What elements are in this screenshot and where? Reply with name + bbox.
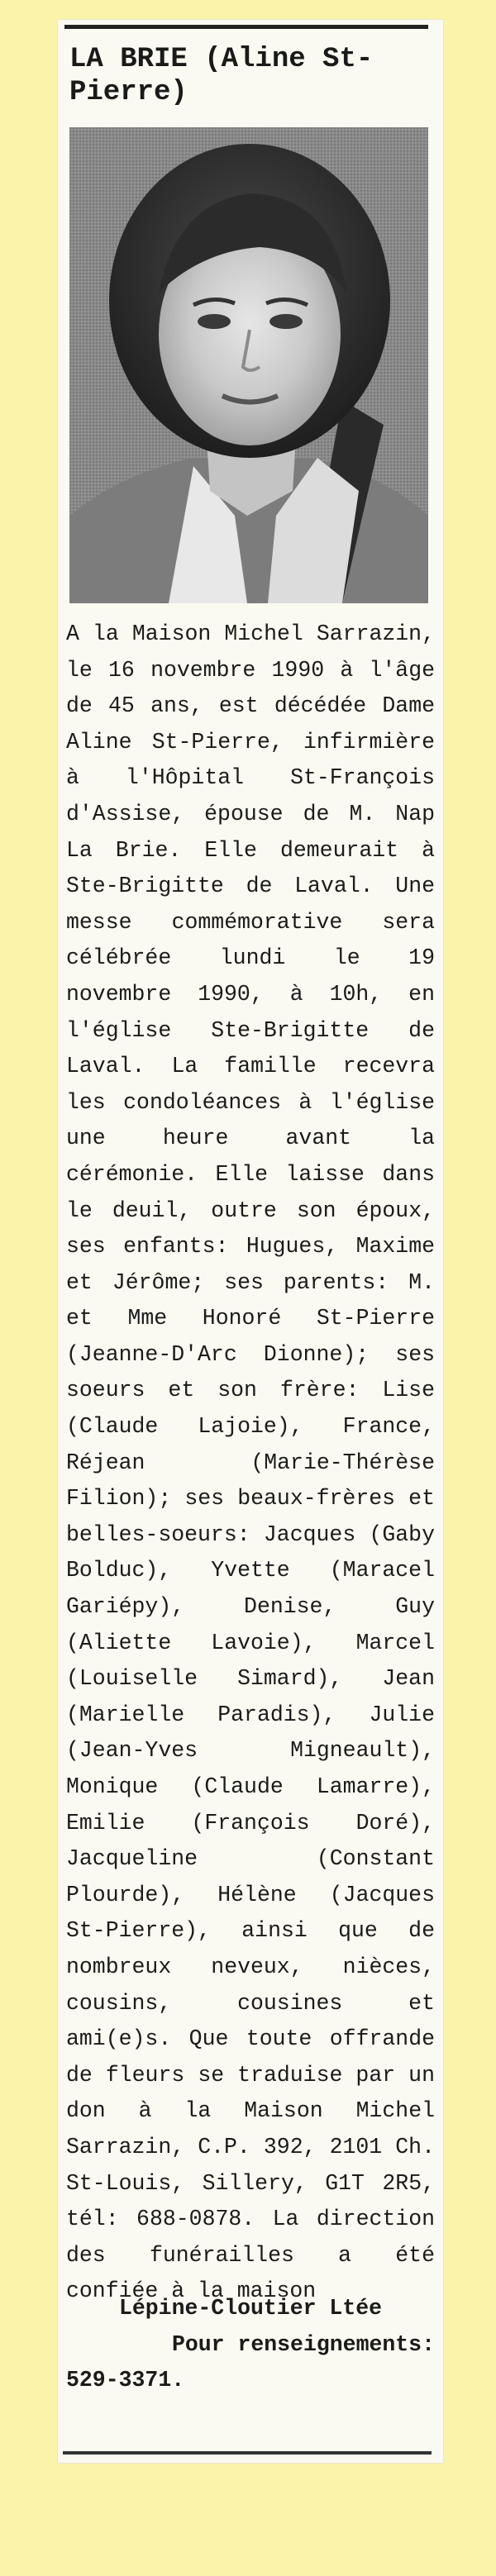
obituary-footer bbox=[66, 2291, 435, 2399]
funeral-home-name: Lépine-Cloutier Ltée bbox=[118, 2296, 383, 2321]
info-label: Pour renseignements: bbox=[171, 2331, 435, 2357]
top-rule bbox=[64, 25, 428, 29]
portrait-photo bbox=[69, 127, 428, 603]
portrait-icon bbox=[69, 127, 428, 603]
info-phone: 529-3371. bbox=[66, 2368, 185, 2393]
obituary-heading: LA BRIE (Aline St-Pierre) bbox=[69, 44, 374, 108]
bottom-rule bbox=[63, 2451, 432, 2455]
obituary-body: A la Maison Michel Sarrazin, le 16 novembre 1990 à l'âge de 45 ans, est décédée Dame Aline St-Pierre, infirmière à l'Hôpital St-François d'Assise, épouse de M. Nap La Brie. Elle demeurait à Ste-Brigitte de Laval. Une messe commémorative sera célébrée lundi le 19 novembre 1990, à 10h, en l'église Ste-Brigitte de Laval. La famille recevra les condoléances à l'église une heure avant la cérémonie. Elle laisse dans le deuil, outre son époux, ses enfants: Hugues, Maxime et Jérôme; ses parents: M. et Mme Honoré St-Pierre (Jeanne-D'Arc Dionne); ses soeurs et son frère: Lise (Claude Lajoie), France, Réjean (Marie-Thérèse Filion); ses beaux-frères et belles-soeurs: Jacques (Gaby Bolduc), Yvette (Maracel Gariépy), Denise, Guy (Aliette Lavoie), Marcel (Louiselle Simard), Jean (Marielle Paradis), Julie (Jean-Yves Migneault), Monique (Claude Lamarre), Emilie (François Doré), Jacqueline (Constant Plourde), Hélène (Jacques St-Pierre), ainsi que de nombreux neveux, nièces, cousins, cousines et ami(e)s. Que toute offrande de fleurs se traduise par un don à la Maison Michel Sarrazin, C.P. 392, 2101 Ch. St-Louis, Sillery, G1T 2R5, tél: 688-0878. La direction des funérailles a été confiée à la maison bbox=[66, 621, 435, 2304]
obituary-clipping bbox=[58, 20, 443, 2463]
